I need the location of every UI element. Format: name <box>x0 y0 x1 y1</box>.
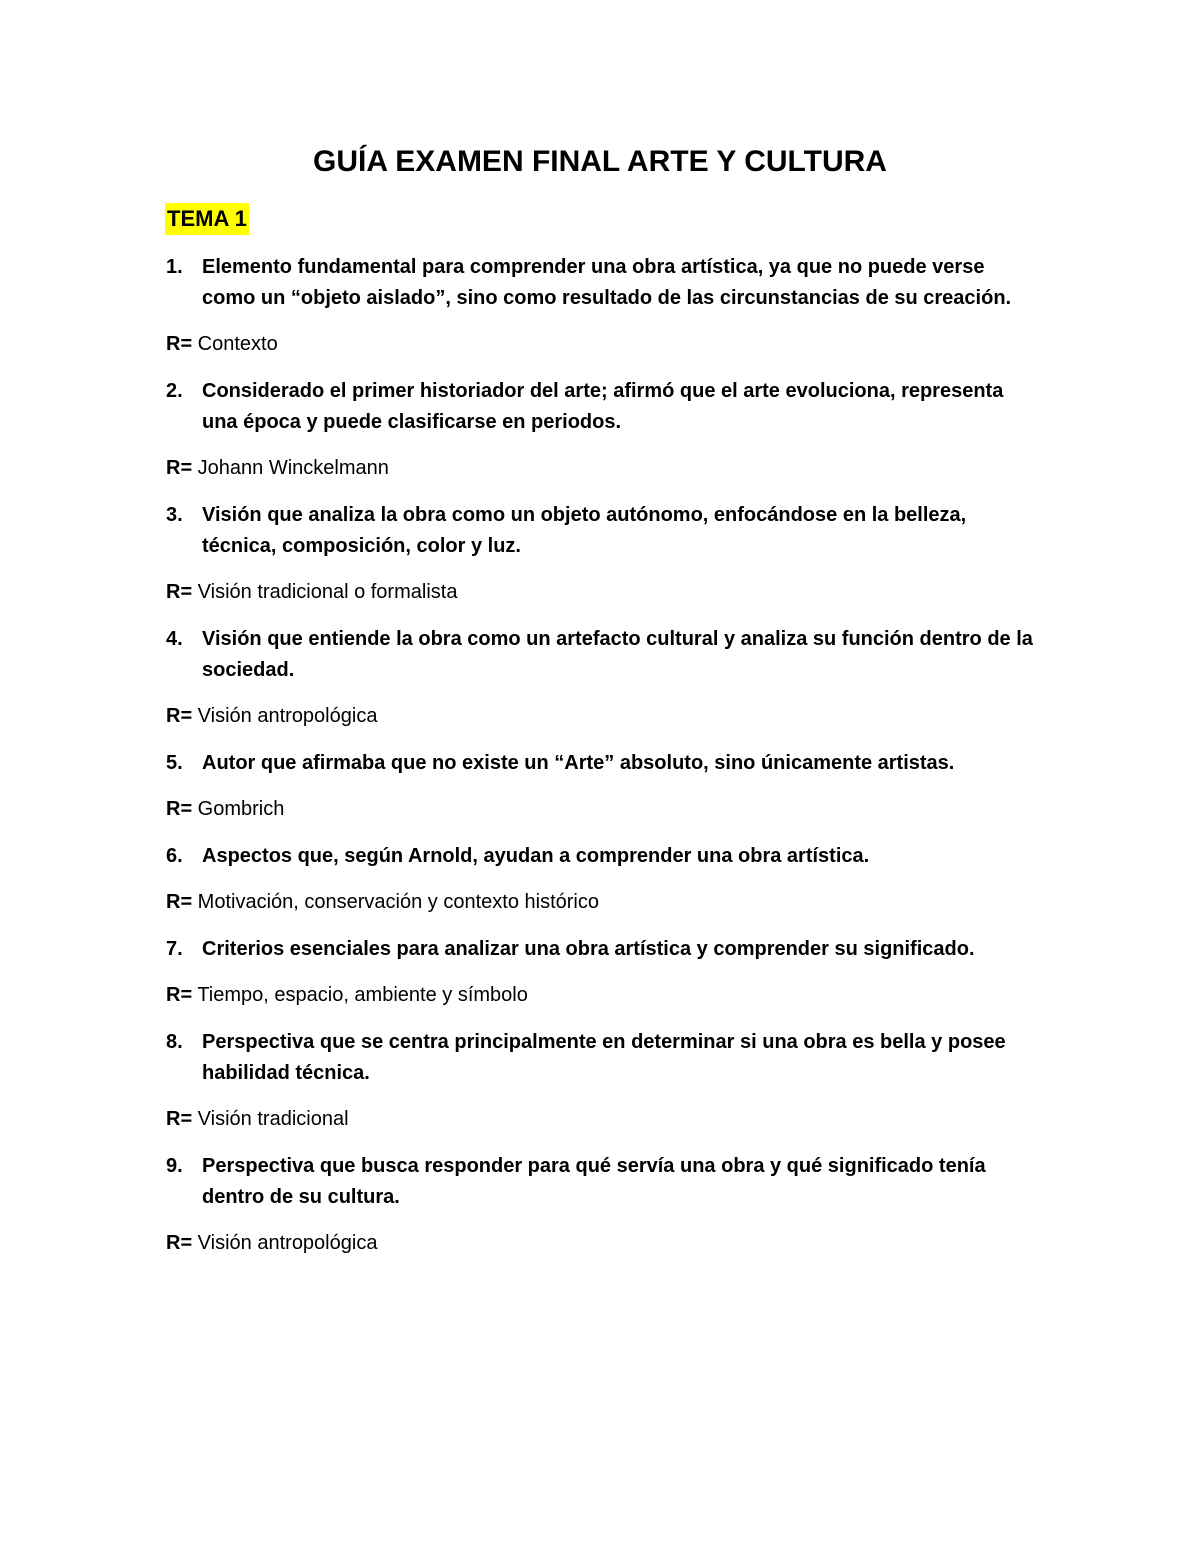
answer-text: Visión antropológica <box>192 1232 378 1254</box>
question-number: 1. <box>166 256 183 278</box>
answer-prefix: R= <box>166 1108 193 1130</box>
answer-text: Gombrich <box>192 798 285 820</box>
question-item <box>166 1151 1046 1213</box>
question-text: Visión que analiza la obra como un objeto autónomo, enfocándose en la belleza, técnica, composición, color y luz. <box>202 504 967 557</box>
answer-line <box>166 1228 1046 1259</box>
answer-prefix: R= <box>166 984 193 1006</box>
question-text: Considerado el primer historiador del arte; afirmó que el arte evoluciona, representa una época y puede clasificarse en periodos. <box>202 380 1004 433</box>
question-text: Perspectiva que busca responder para qué servía una obra y qué significado tenía dentro de su cultura. <box>202 1155 986 1208</box>
answer-prefix: R= <box>166 1232 193 1254</box>
question-text: Visión que entiende la obra como un artefacto cultural y analiza su función dentro de la sociedad. <box>202 628 1033 681</box>
answer-line <box>166 794 1046 825</box>
answer-line <box>166 577 1046 608</box>
answer-text: Tiempo, espacio, ambiente y símbolo <box>192 984 528 1006</box>
question-number: 9. <box>166 1155 183 1177</box>
answer-line <box>166 887 1046 918</box>
question-text: Elemento fundamental para comprender una obra artística, ya que no puede verse como un “objeto aislado”, sino como resultado de las circunstancias de su creación. <box>202 256 1012 309</box>
question-item <box>166 841 1046 872</box>
question-item <box>166 748 1046 779</box>
answer-text: Motivación, conservación y contexto histórico <box>192 891 599 913</box>
answer-prefix: R= <box>166 798 193 820</box>
answer-line <box>166 701 1046 732</box>
answer-line <box>166 980 1046 1011</box>
answer-prefix: R= <box>166 581 193 603</box>
answer-prefix: R= <box>166 333 193 355</box>
question-item <box>166 1027 1046 1089</box>
section-label-tema-1: TEMA 1 <box>165 203 249 235</box>
answer-text: Contexto <box>192 333 278 355</box>
question-item <box>166 252 1046 314</box>
question-number: 3. <box>166 504 183 526</box>
document-title: GUÍA EXAMEN FINAL ARTE Y CULTURA <box>313 145 887 178</box>
answer-line <box>166 1104 1046 1135</box>
question-number: 7. <box>166 938 183 960</box>
answer-prefix: R= <box>166 891 193 913</box>
question-item <box>166 500 1046 562</box>
question-text: Perspectiva que se centra principalmente en determinar si una obra es bella y posee habilidad técnica. <box>202 1031 1006 1084</box>
answer-text: Johann Winckelmann <box>192 457 389 479</box>
question-number: 2. <box>166 380 183 402</box>
question-text: Criterios esenciales para analizar una obra artística y comprender su significado. <box>202 938 975 960</box>
answer-text: Visión tradicional o formalista <box>192 581 458 603</box>
question-number: 5. <box>166 752 183 774</box>
question-number: 6. <box>166 845 183 867</box>
question-text: Aspectos que, según Arnold, ayudan a comprender una obra artística. <box>202 845 870 867</box>
question-number: 8. <box>166 1031 183 1053</box>
answer-prefix: R= <box>166 457 193 479</box>
question-item <box>166 376 1046 438</box>
question-item <box>166 624 1046 686</box>
answer-text: Visión antropológica <box>192 705 378 727</box>
answer-line <box>166 329 1046 360</box>
question-number: 4. <box>166 628 183 650</box>
answer-text: Visión tradicional <box>192 1108 349 1130</box>
answer-prefix: R= <box>166 705 193 727</box>
question-answer-list <box>166 252 1046 1275</box>
answer-line <box>166 453 1046 484</box>
question-item <box>166 934 1046 965</box>
question-text: Autor que afirmaba que no existe un “Arte” absoluto, sino únicamente artistas. <box>202 752 955 774</box>
